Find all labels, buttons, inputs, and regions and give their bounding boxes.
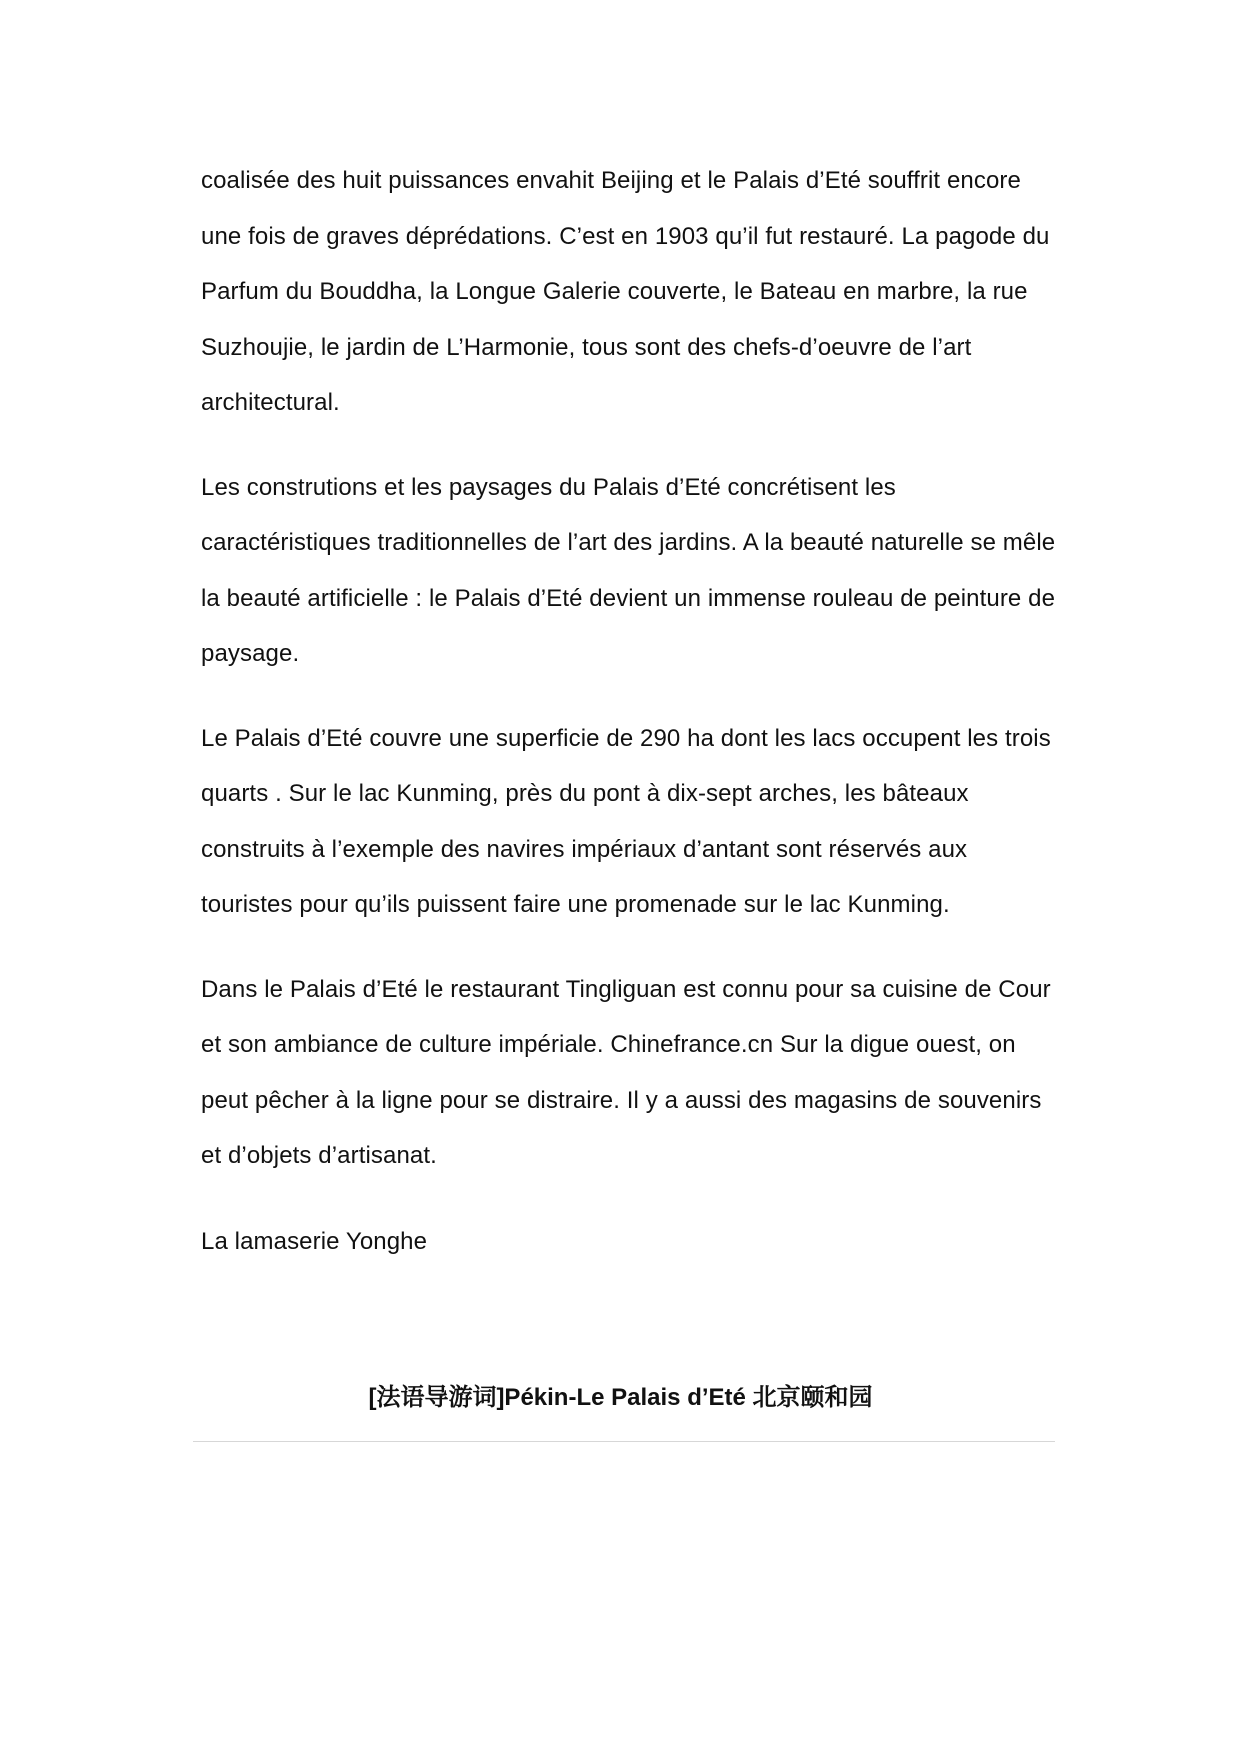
document-body [201, 153, 1061, 1269]
footer-title: [法语导游词]Pékin-Le Palais d’Eté 北京颐和园 [368, 1384, 873, 1411]
section-heading: La lamaserie Yonghe [201, 1227, 428, 1255]
footer-divider [193, 1441, 1055, 1442]
paragraph: coalisée des huit puissances envahit Beijing et le Palais d’Eté souffrit encore une fois de graves déprédations. C’est en 1903 qu’il fut restauré. La pagode du Parfum du Bouddha, la Longue Galerie couverte, le Bateau en marbre, la rue Suzhoujie, le jardin de L’Harmonie, tous sont des chefs-d’oeuvre de l’art architectural. [201, 167, 1050, 416]
paragraph: Le Palais d’Eté couvre une superficie de 290 ha dont les lacs occupent les trois quarts . Sur le lac Kunming, près du pont à dix-sept arches, les bâteaux construits à l’exemple des navires impériaux d’antant sont réservés aux touristes pour qu’ils puissent faire une promenade sur le lac Kunming. [201, 724, 1051, 918]
paragraph: Les construtions et les paysages du Palais d’Eté concrétisent les caractéristiques traditionnelles de l’art des jardins. A la beauté naturelle se mêle la beauté artificielle : le Palais d’Eté devient un immense rouleau de peinture de paysage. [201, 473, 1056, 667]
paragraph: Dans le Palais d’Eté le restaurant Tingliguan est connu pour sa cuisine de Cour et son ambiance de culture impériale. Chinefrance.cn Sur la digue ouest, on peut pêcher à la ligne pour se distraire. Il y a aussi des magasins de souvenirs et d’objets d’artisanat. [201, 975, 1051, 1169]
